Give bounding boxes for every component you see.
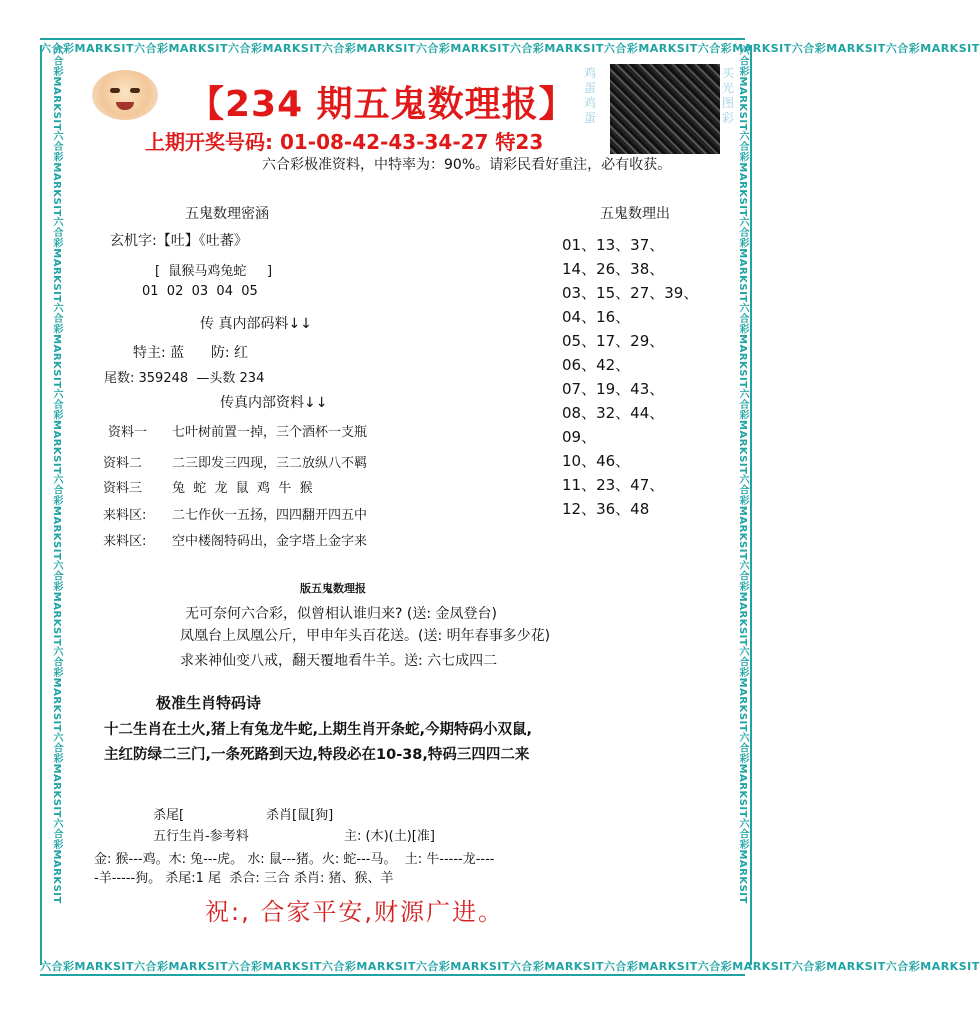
- five-elements-label: 五行生肖-参考料: [153, 829, 249, 844]
- number-row: 03、15、27、39、: [562, 284, 699, 302]
- number-row: 06、42、: [562, 356, 631, 374]
- border-watermark-top: 六合彩MARKSIT六合彩MARKSIT六合彩MARKSIT六合彩MARKSIT六合彩MARKSIT六合彩MARKSIT六合彩MARKSIT六合彩MARKSIT六合彩MARKSIT六合彩MARKSIT: [40, 38, 745, 56]
- info-text: 七叶树前置一掉，三个酒杯一支瓶: [172, 425, 368, 440]
- elements-line: 金: 猴---鸡。木: 兔---虎。 水: 鼠---猪。火: 蛇---马。 土: 牛-----龙----: [94, 852, 495, 867]
- numbers-row: 01 02 03 04 05: [142, 284, 258, 299]
- number-row: 09、: [562, 428, 597, 446]
- last-draw-numbers: 上期开奖号码: 01-08-42-43-34-27 特23: [145, 130, 544, 154]
- qr-code-image: [610, 64, 720, 154]
- zodiac-poem-line: 十二生肖在土火,猪上有兔龙牛蛇,上期生肖开条蛇,今期特码小双鼠,: [104, 722, 533, 738]
- zodiac-poem-line: 主红防绿二三门,一条死路到天边,特段必在10-38,特码三四四二来: [104, 747, 530, 763]
- fax-info-title: 传真内部资料↓↓: [220, 395, 328, 411]
- number-row: 11、23、47、: [562, 476, 665, 494]
- blessing-text: 祝:, 合家平安,财源广进。: [205, 898, 504, 926]
- info-label: 资料二: [103, 456, 143, 471]
- info-label: 资料一: [108, 425, 148, 440]
- number-list: [562, 233, 698, 521]
- intro-paragraph: 六合彩极准资料，中特率为：90%。请彩民看好重注，必有收获。: [262, 157, 672, 173]
- side-text-right: 买光图彩: [722, 66, 735, 125]
- info-text: 兔 蛇 龙 鼠 鸡 牛 猴: [172, 481, 313, 496]
- info-label: 来料区:: [103, 534, 147, 549]
- poem-line: 无可奈何六合彩，似曾相认谁归来? (送: 金凤登台): [185, 606, 497, 622]
- border-watermark-left: 六合彩MARKSIT六合彩MARKSIT六合彩MARKSIT六合彩MARKSIT六合彩MARKSIT六合彩MARKSIT六合彩MARKSIT六合彩MARKSIT六合彩MARKSIT六合彩MARKSIT: [40, 45, 64, 965]
- zodiac-poem-title: 极准生肖特码诗: [156, 694, 262, 712]
- number-row: 07、19、43、: [562, 380, 665, 398]
- side-text-left: 鸡蛋鸡蛋: [584, 66, 597, 125]
- poem-title: 版五鬼数理报: [300, 582, 366, 595]
- poem-line: 凤凰台上凤凰公斤，甲申年头百花送。(送: 明年春事多少花): [180, 628, 551, 644]
- info-label: 资料三: [103, 481, 143, 496]
- number-row: 01、13、37、: [562, 236, 665, 254]
- number-row: 05、17、29、: [562, 332, 665, 350]
- section-title-left: 五鬼数理密涵: [185, 206, 269, 222]
- fax-code-title: 传 真内部码料↓↓: [200, 316, 312, 332]
- kill-zodiac-label: 杀肖[鼠[狗]: [266, 808, 334, 823]
- zodiac-set: [ 鼠猴马鸡兔蛇 ]: [155, 264, 273, 279]
- number-row: 12、36、48: [562, 500, 650, 518]
- section-title-right: 五鬼数理出: [600, 206, 670, 222]
- number-row: 04、16、: [562, 308, 631, 326]
- mystery-word: 玄机字:【吐】《吐蕃》: [110, 233, 248, 249]
- info-text: 空中楼阁特码出，金字塔上金字来: [172, 534, 368, 549]
- avatar-face-image: [92, 70, 158, 120]
- border-watermark-bottom: 六合彩MARKSIT六合彩MARKSIT六合彩MARKSIT六合彩MARKSIT六合彩MARKSIT六合彩MARKSIT六合彩MARKSIT六合彩MARKSIT六合彩MARKSIT六合彩MARKSIT: [40, 958, 745, 976]
- number-row: 14、26、38、: [562, 260, 665, 278]
- number-row: 10、46、: [562, 452, 631, 470]
- info-label: 来料区:: [103, 508, 147, 523]
- info-text: 二三即发三四现，三二放纵八不羁: [172, 456, 368, 471]
- border-watermark-right: 六合彩MARKSIT六合彩MARKSIT六合彩MARKSIT六合彩MARKSIT六合彩MARKSIT六合彩MARKSIT六合彩MARKSIT六合彩MARKSIT六合彩MARKSIT六合彩MARKSIT: [728, 45, 752, 965]
- page-title: 【234 期五鬼数理报】: [188, 84, 576, 125]
- poem-line: 求来神仙变八戒，翻天覆地看牛羊。送: 六七成四二: [180, 653, 498, 669]
- tails-numbers: 尾数: 359248 —头数 234: [104, 371, 265, 386]
- info-text: 二七作伙一五扬，四四翻开四五中: [172, 508, 368, 523]
- kill-tail-label: 杀尾[: [153, 808, 185, 823]
- main-elements-label: 主: (木)(土)[准]: [344, 829, 435, 844]
- special-main: 特主: 蓝 防: 红: [133, 345, 249, 361]
- elements-line: -羊-----狗。 杀尾:1 尾 杀合: 三合 杀肖: 猪、猴、羊: [94, 871, 394, 886]
- number-row: 08、32、44、: [562, 404, 665, 422]
